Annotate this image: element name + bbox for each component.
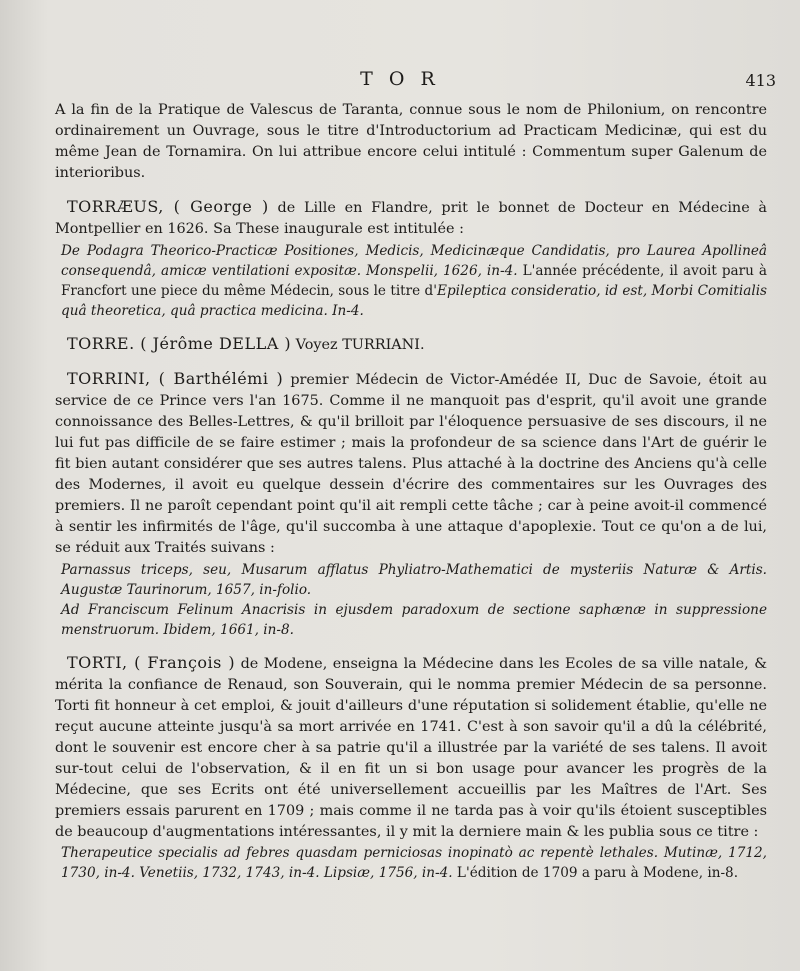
running-header [0, 66, 800, 94]
entry-paragraph [55, 368, 767, 560]
headword: TORRÆUS, ( George ) [67, 197, 269, 217]
work-title-text: De Podagra Theorico-Practicæ Positiones, Medicis, Medicinæque Candidatis, pro Laurea Apollineâ consequendâ, amicæ ventilationi expositæ. Monspelii, 1626, in-4. [61, 242, 767, 279]
entry-paragraph [55, 333, 767, 356]
entry-paragraph [55, 196, 767, 240]
work-title: Parnassus triceps, seu, Musarum afflatus Phyliatro-Mathematici de mysteriis Naturæ & Artis. Augustæ Taurinorum, 1657, in-folio. [61, 561, 767, 598]
entry-text: L'année précédente, il avoit paru à Francfort une piece du même Médecin, sous le titre d' [61, 262, 768, 299]
work-title [55, 241, 767, 321]
headword: TORRE. ( Jérôme DELLA ) [67, 333, 292, 353]
entry-text: premier Médecin de Victor-Amédée II, Duc de Savoie, étoit au service de ce Prince vers l'an 1675. Comme il ne manquoit pas d'esprit, qu'il avoit une grande connoissance des Belles-Lettres, & qu'il brilloit par l'éloquence persuasive de ses discours, il ne lui fut pas difficile de se faire estimer ; mais la profondeur de sa science dans l'Art de guérir le fit bien autant considérer que ses autres talens. Plus attaché à la doctrine des Anciens qu'à celle des Modernes, il avoit eu quelque dessein d'écrire des commentaires sur les Ouvrages des premiers. Il ne paroît cependant point qu'il ait rempli cette tâche ; car à peine avoit-il commencé à sentir les infirmités de l'âge, qu'il succomba à une attaque d'apoplexie. Tout ce qu'on a de lui, se réduit aux Traités suivans : [55, 371, 768, 557]
page-content [55, 100, 767, 895]
entry-text: de Lille en Flandre, prit le bonnet de Docteur en Médecine à Montpellier en 1626. Sa These inaugurale est intitulée : [55, 200, 768, 238]
entry-valescus [55, 100, 767, 184]
entry-text: Voyez TURRIANI. [291, 336, 425, 353]
work-title [55, 843, 767, 883]
entry-text: L'édition de 1709 a paru à Modene, in-8. [452, 865, 739, 882]
work-title-text: Epileptica consideratio, id est, Morbi Comitialis quâ theoretica, quâ practica medicina. In-4. [61, 282, 768, 319]
headword: TORRINI, ( Barthélémi ) [67, 368, 284, 388]
entry-torti [55, 652, 767, 884]
entry-text: de Modene, enseigna la Médecine dans les Ecoles de sa ville natale, & mérita la confiance de Renaud, son Souverain, qui le nomma premier Médecin de sa personne. Torti fit honneur à cet emploi, & jouit d'ailleurs d'une réputation si solidement établie, qu'elle ne reçut aucune atteinte jusqu'à sa mort arrivée en 1741. C'est à son savoir qu'il a dû la célébrité, dont le souvenir est encore cher à sa patrie qu'il a illustrée par la variété de ses talens. Il avoit sur-tout celui de l'observation, & il en fit un si bon usage pour avancer les progrès de la Médecine, que ses Ecrits ont été universellement accueillis par les Maîtres de l'Art. Ses premiers essais parurent en 1709 ; mais comme il ne tarda pas à voir qu'ils étoient susceptibles de beaucoup d'augmentations intéressantes, il y mit la derniere main & les publia sous ce titre : [55, 655, 768, 841]
entry-text: A la fin de la Pratique de Valescus de Taranta, connue sous le nom de Philonium, on rencontre ordinairement un Ouvrage, sous le titre d'Introductorium ad Practicam Medicinæ, qui est du même Jean de Tornamira. On lui attribue encore celui intitulé : Commentum super Galenum de interioribus. [55, 102, 767, 182]
entry-paragraph [55, 652, 767, 844]
page-number: 413 [745, 71, 776, 90]
headword: TORTI, ( François ) [67, 652, 236, 672]
work-title: Ad Franciscum Felinum Anacrisis in ejusdem paradoxum de sectione saphænæ in suppressione menstruorum. Ibidem, 1661, in-8. [61, 601, 767, 638]
header-title: T O R [360, 68, 440, 90]
entry-torre [55, 333, 767, 356]
entry-torrini [55, 368, 767, 640]
work-title-text: Therapeutice specialis ad febres quasdam perniciosas inopinatò ac repentè lethales. Mutinæ, 1712, 1730, in-4. Venetiis, 1732, 1743, in-4. Lipsiæ, 1756, in-4. [61, 845, 767, 882]
entry-torraeus [55, 196, 767, 320]
